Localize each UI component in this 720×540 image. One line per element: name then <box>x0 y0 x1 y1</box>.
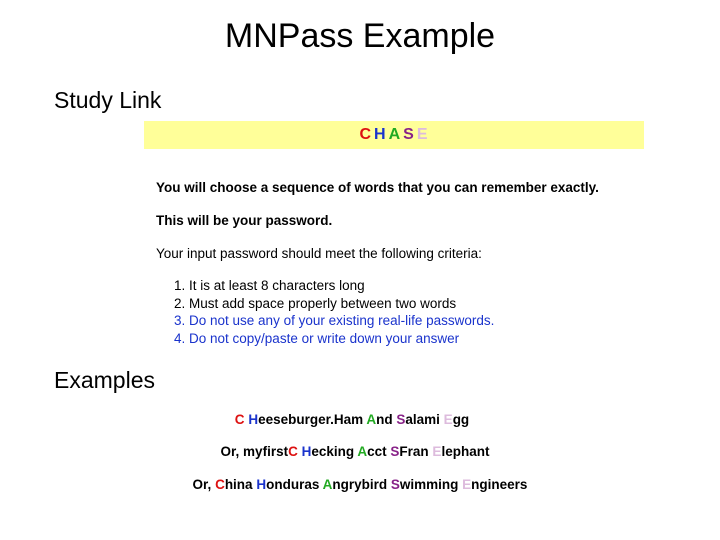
chase-letter: S <box>403 126 415 143</box>
example-segment: Angrybird <box>322 477 391 492</box>
example-segment: China <box>215 477 257 492</box>
chase-letter: E <box>416 126 429 143</box>
chase-logo <box>358 121 429 149</box>
slide-title: MNPass Example <box>224 17 496 55</box>
criteria-list <box>174 277 494 347</box>
criteria-intro: Your input password should meet the following criteria: <box>156 246 482 261</box>
examples-label: Examples <box>54 367 155 393</box>
criteria-item: 2. Must add space properly between two words <box>174 295 457 311</box>
example-segment: Engineers <box>462 477 528 492</box>
chase-letter: C <box>359 126 373 143</box>
instruction-line-1: You will choose a sequence of words that you can remember exactly. <box>156 180 599 195</box>
criteria-item: 1. It is at least 8 characters long <box>174 278 365 293</box>
example-segment: And <box>366 412 397 427</box>
study-link-label: Study Link <box>54 87 162 113</box>
example-password-2 <box>0 443 715 461</box>
example-segment: Hecking <box>301 444 358 459</box>
example-segment: Acct <box>357 444 391 459</box>
example-segment: Or, myfirst <box>220 444 289 459</box>
instruction-line-2: This will be your password. <box>156 213 333 228</box>
example-segment: Swimming <box>390 477 463 492</box>
example-segment: Honduras <box>256 477 323 492</box>
example-segment: Egg <box>443 412 470 427</box>
example-segment: Elephant <box>432 444 490 459</box>
chase-banner <box>144 121 644 149</box>
example-segment: Or, <box>192 477 216 492</box>
example-segment: Salami <box>396 412 444 427</box>
chase-letter: A <box>388 126 402 143</box>
criteria-item: 3. Do not use any of your existing real-life passwords. <box>174 313 495 328</box>
example-segment: SFran <box>390 444 433 459</box>
chase-letter: H <box>374 126 387 143</box>
criteria-item: 4. Do not copy/paste or write down your answer <box>174 330 460 346</box>
example-segment: C <box>234 412 245 427</box>
example-password-1 <box>0 411 712 429</box>
example-segment: C <box>288 444 298 459</box>
example-segment: Heeseburger.Ham <box>248 412 367 427</box>
example-password-3 <box>0 476 720 494</box>
